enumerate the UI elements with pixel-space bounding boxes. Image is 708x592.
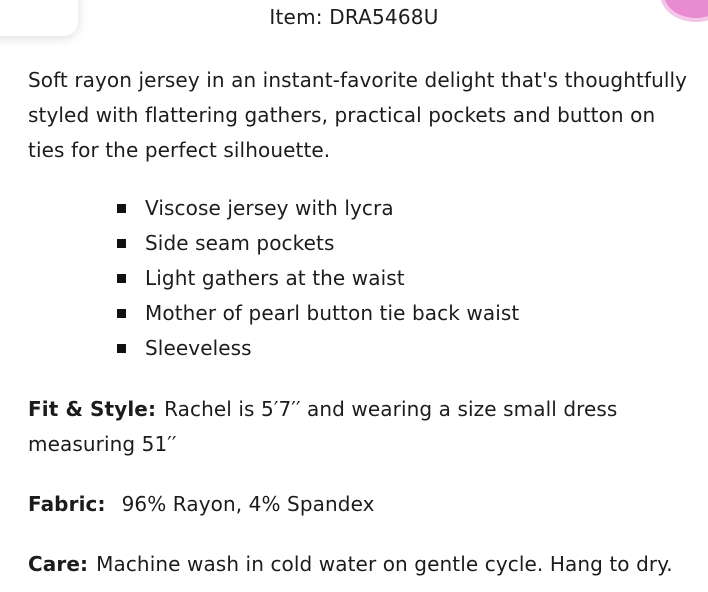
product-description: Soft rayon jersey in an instant-favorite delight that's thoughtfully styled with flattering gathers, practical pockets and button on ties for the perfect silhouette. [28,68,688,162]
care-value: Machine wash in cold water on gentle cycle. Hang to dry. [96,552,673,576]
feature-item [110,261,519,296]
feature-item [110,191,519,226]
feature-list [110,191,519,366]
bullet-marker [117,239,126,248]
fit-style-label: Fit & Style: [28,397,157,421]
fit-style-value: Rachel is 5′7′′ and wearing a size small dress measuring 51′′ [28,397,618,456]
feature-text: Side seam pockets [145,231,335,255]
feature-item [110,331,519,366]
bullet-marker [117,274,126,283]
feature-text: Sleeveless [145,336,252,360]
fabric-section [28,487,696,522]
fit-style-section [28,392,696,462]
feature-text: Light gathers at the waist [145,266,405,290]
fabric-value: 96% Rayon, 4% Spandex [121,492,375,516]
fabric-label: Fabric: [28,492,106,516]
feature-item [110,296,519,331]
feature-text: Mother of pearl button tie back waist [145,301,520,325]
item-number: Item: DRA5468U [269,5,439,29]
bullet-marker [117,344,126,353]
care-section [28,547,696,582]
bullet-marker [117,309,126,318]
care-label: Care: [28,552,89,576]
feature-text: Viscose jersey with lycra [145,196,394,220]
bullet-marker [117,204,126,213]
feature-item [110,226,519,261]
